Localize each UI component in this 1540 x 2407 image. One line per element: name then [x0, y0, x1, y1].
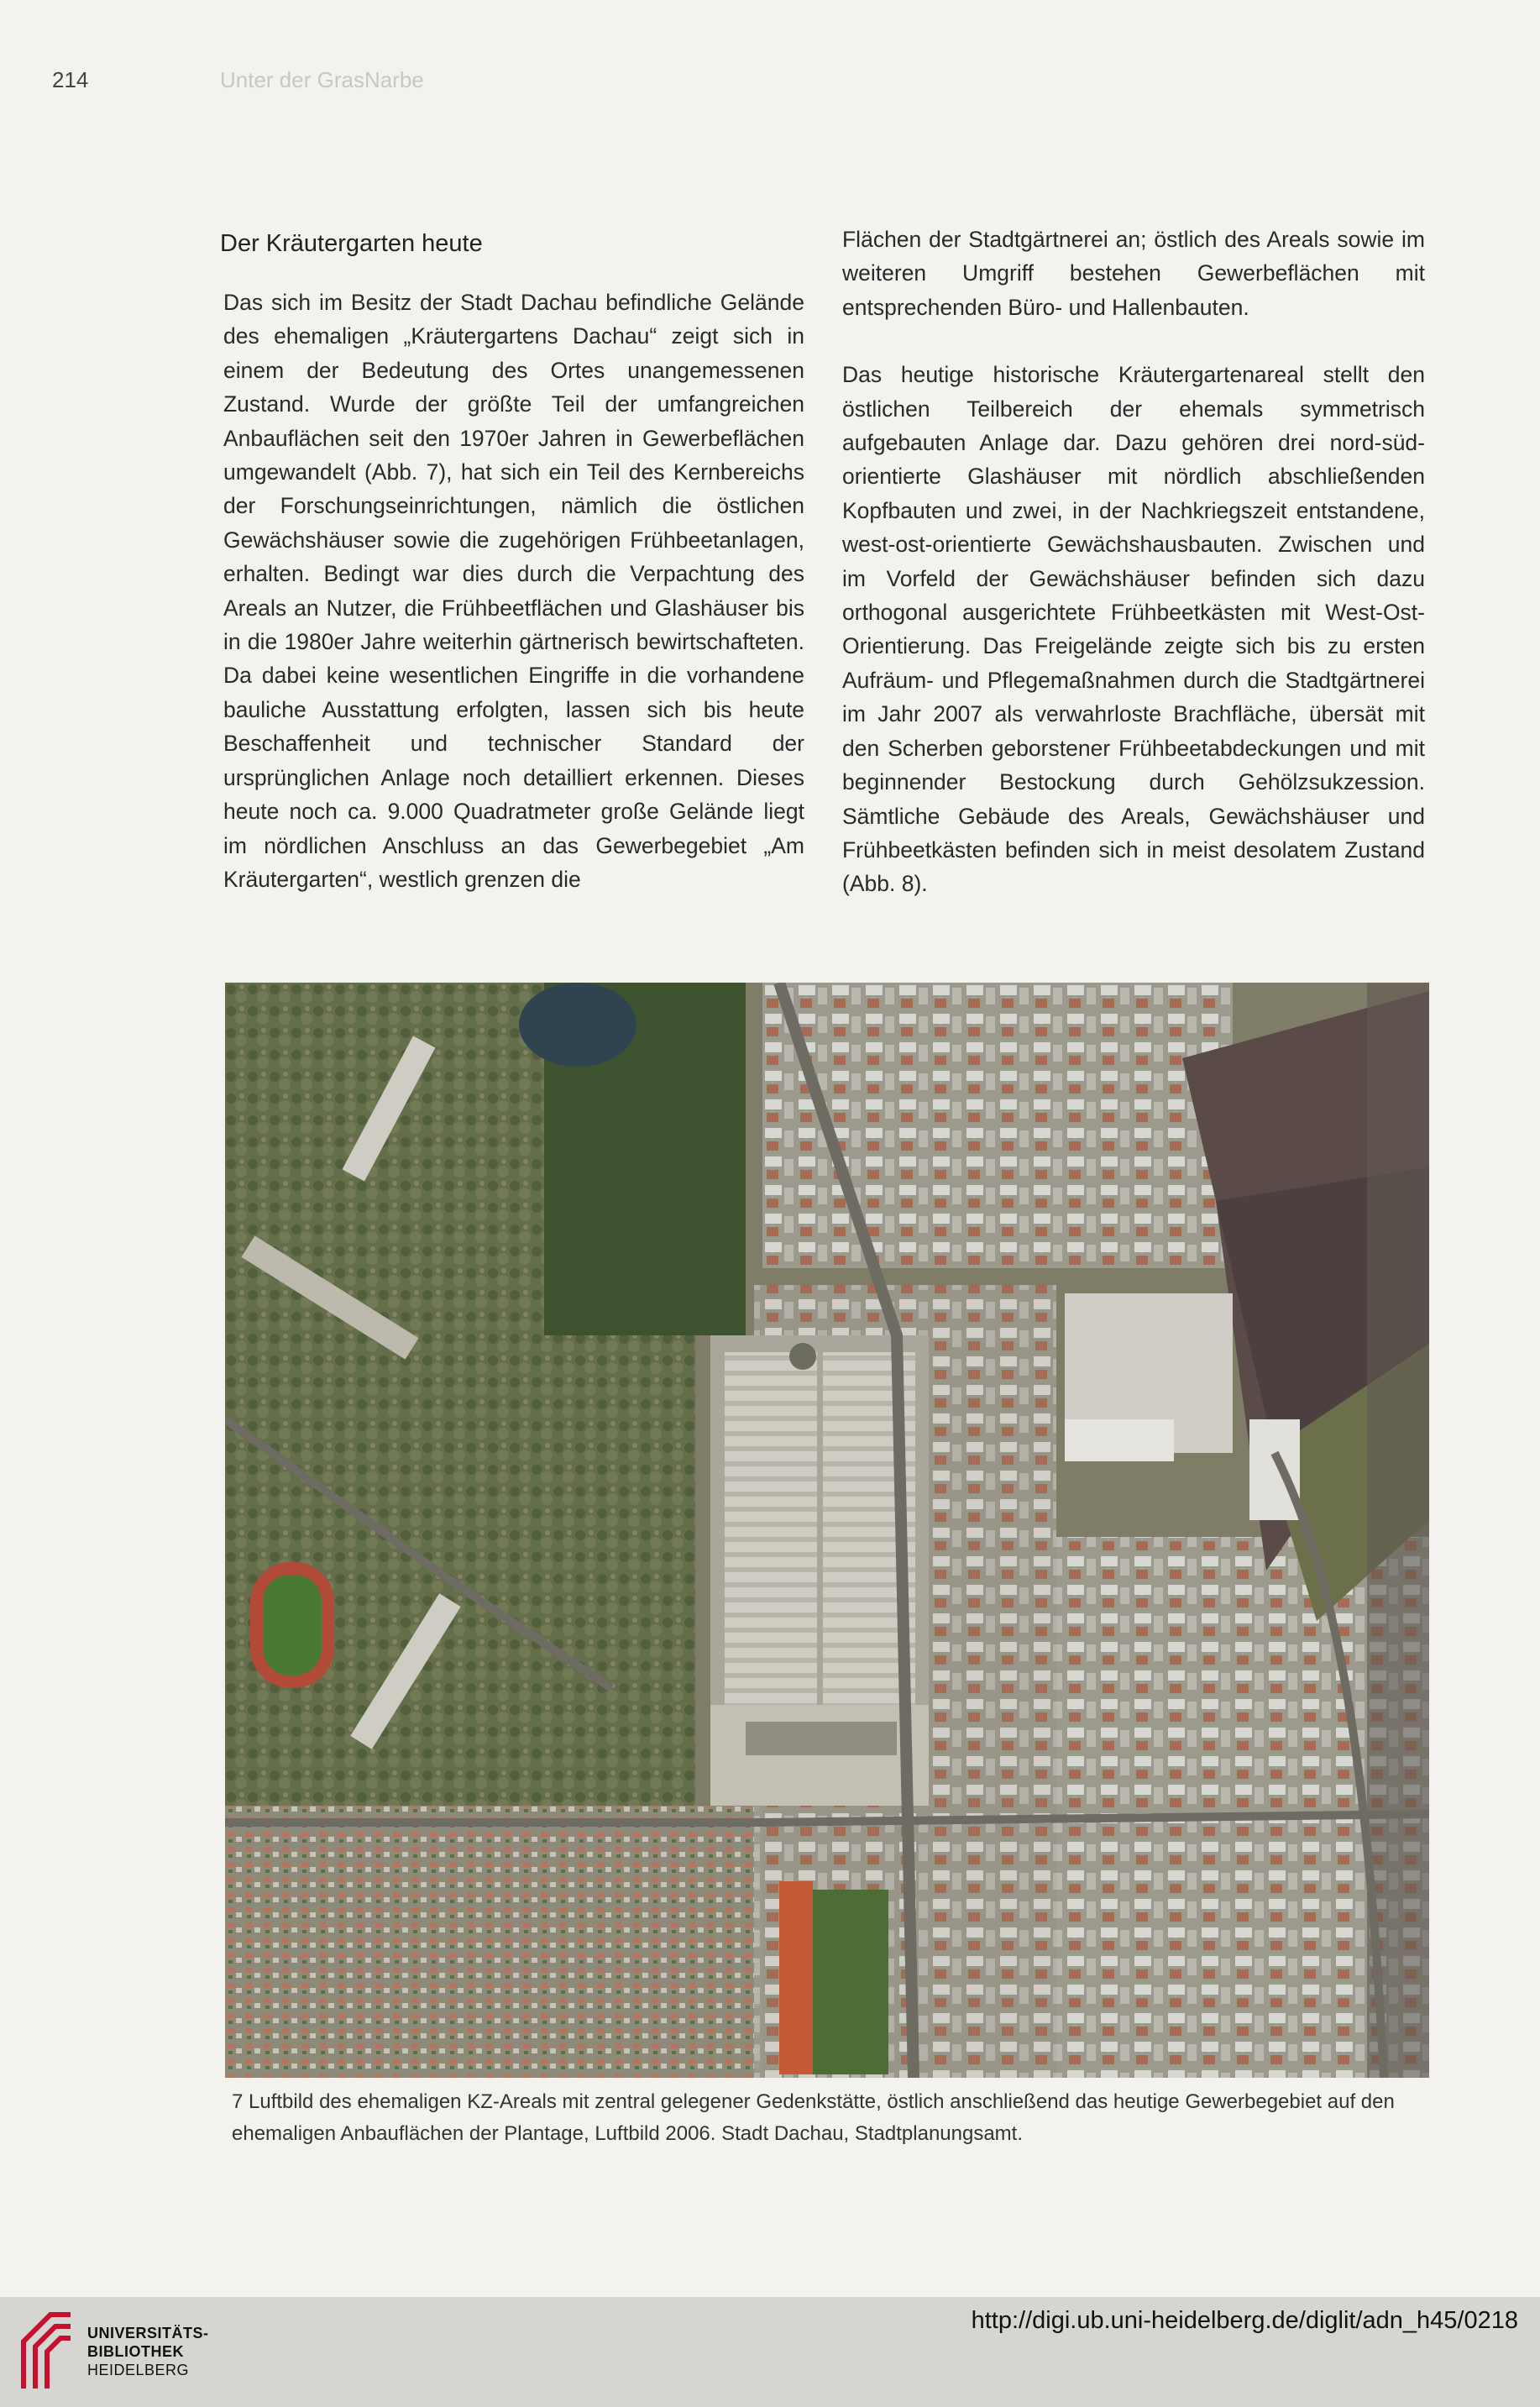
left-column [223, 286, 804, 896]
source-url-link[interactable]: http://digi.ub.uni-heidelberg.de/diglit/adn_h45/0218 [971, 2307, 1518, 2334]
body-paragraph: Das heutige historische Kräutergartenareal stellt den östlichen Teilbereich der ehemals symmetrisch aufgebauten Anlage dar. Dazu gehören drei nord-süd-orientierte Glashäuser mit nördlich abschließenden Kopfbauten und zwei, in der Nachkriegszeit entstandene, west-ost-orientierte Gewächshausbauten. Zwischen und im Vorfeld der Gewächshäuser befinden sich dazu orthogonal ausgerichtete Frühbeetkästen mit West-Ost-Orientierung. Das Freigelände zeigte sich bis zu ersten Aufräum- und Pflegemaßnahmen durch die Stadtgärtnerei im Jahr 2007 als verwahrloste Brachfläche, übersät mit den Scherben geborstener Frühbeetabdeckungen und mit beginnender Bestockung durch Gehölzsukzession. Sämtliche Gebäude des Areals, Gewächshäuser und Frühbeetkästen befinden sich in meist desolatem Zustand (Abb. 8). [842, 362, 1425, 897]
library-name-line: BIBLIOTHEK [87, 2343, 184, 2360]
body-paragraph: Flächen der Stadtgärtnerei an; östlich des Areals sowie im weiteren Umgriff bestehen Gewerbeflächen mit entsprechenden Büro- und Hallenbauten. [842, 227, 1425, 320]
library-name [87, 2324, 209, 2379]
library-name-line: HEIDELBERG [87, 2362, 190, 2378]
running-title: Unter der GrasNarbe [220, 67, 424, 92]
section-heading: Der Kräutergarten heute [220, 230, 483, 257]
aerial-photo-illustration [225, 983, 1429, 2078]
figure-caption: 7 Luftbild des ehemaligen KZ-Areals mit zentral gelegener Gedenkstätte, östlich anschließend das heutige Gewerbegebiet auf den ehemaligen Anbauflächen der Plantage, Luftbild 2006. Stadt Dachau, Stadtplanungsamt. [232, 2090, 1395, 2145]
body-paragraph: Das sich im Besitz der Stadt Dachau befindliche Gelände des ehemaligen „Kräutergartens Dachau“ zeigt sich in einem der Bedeutung des Ortes unangemessenen Zustand. Wurde der größte Teil der umfangreichen Anbauflächen seit den 1970er Jahren in Gewerbeflächen umgewandelt (Abb. 7), hat sich ein Teil des Kernbereichs der Forschungseinrichtungen, nämlich die östlichen Gewächshäuser sowie die zugehörigen Frühbeetanlagen, erhalten. Bedingt war dies durch die Verpachtung des Areals an Nutzer, die Frühbeetflächen und Glashäuser bis in die 1980er Jahre weiterhin gärtnerisch bewirtschafteten. Da dabei keine wesentlichen Eingriffe in die vorhandene bauliche Ausstattung erfolgten, lassen sich bis heute Beschaffenheit und technischer Standard der ursprünglichen Anlage noch detailliert erkennen. Dieses heute noch ca. 9.000 Quadratmeter große Gelände liegt im nördlichen Anschluss an das Gewerbegebiet „Am Kräutergarten“, westlich grenzen die [223, 290, 804, 892]
right-column [842, 223, 1425, 901]
university-library-logo-icon [17, 2308, 77, 2392]
aerial-photo [225, 983, 1429, 2078]
page-number: 214 [52, 67, 89, 92]
library-name-line: UNIVERSITÄTS- [87, 2325, 209, 2341]
